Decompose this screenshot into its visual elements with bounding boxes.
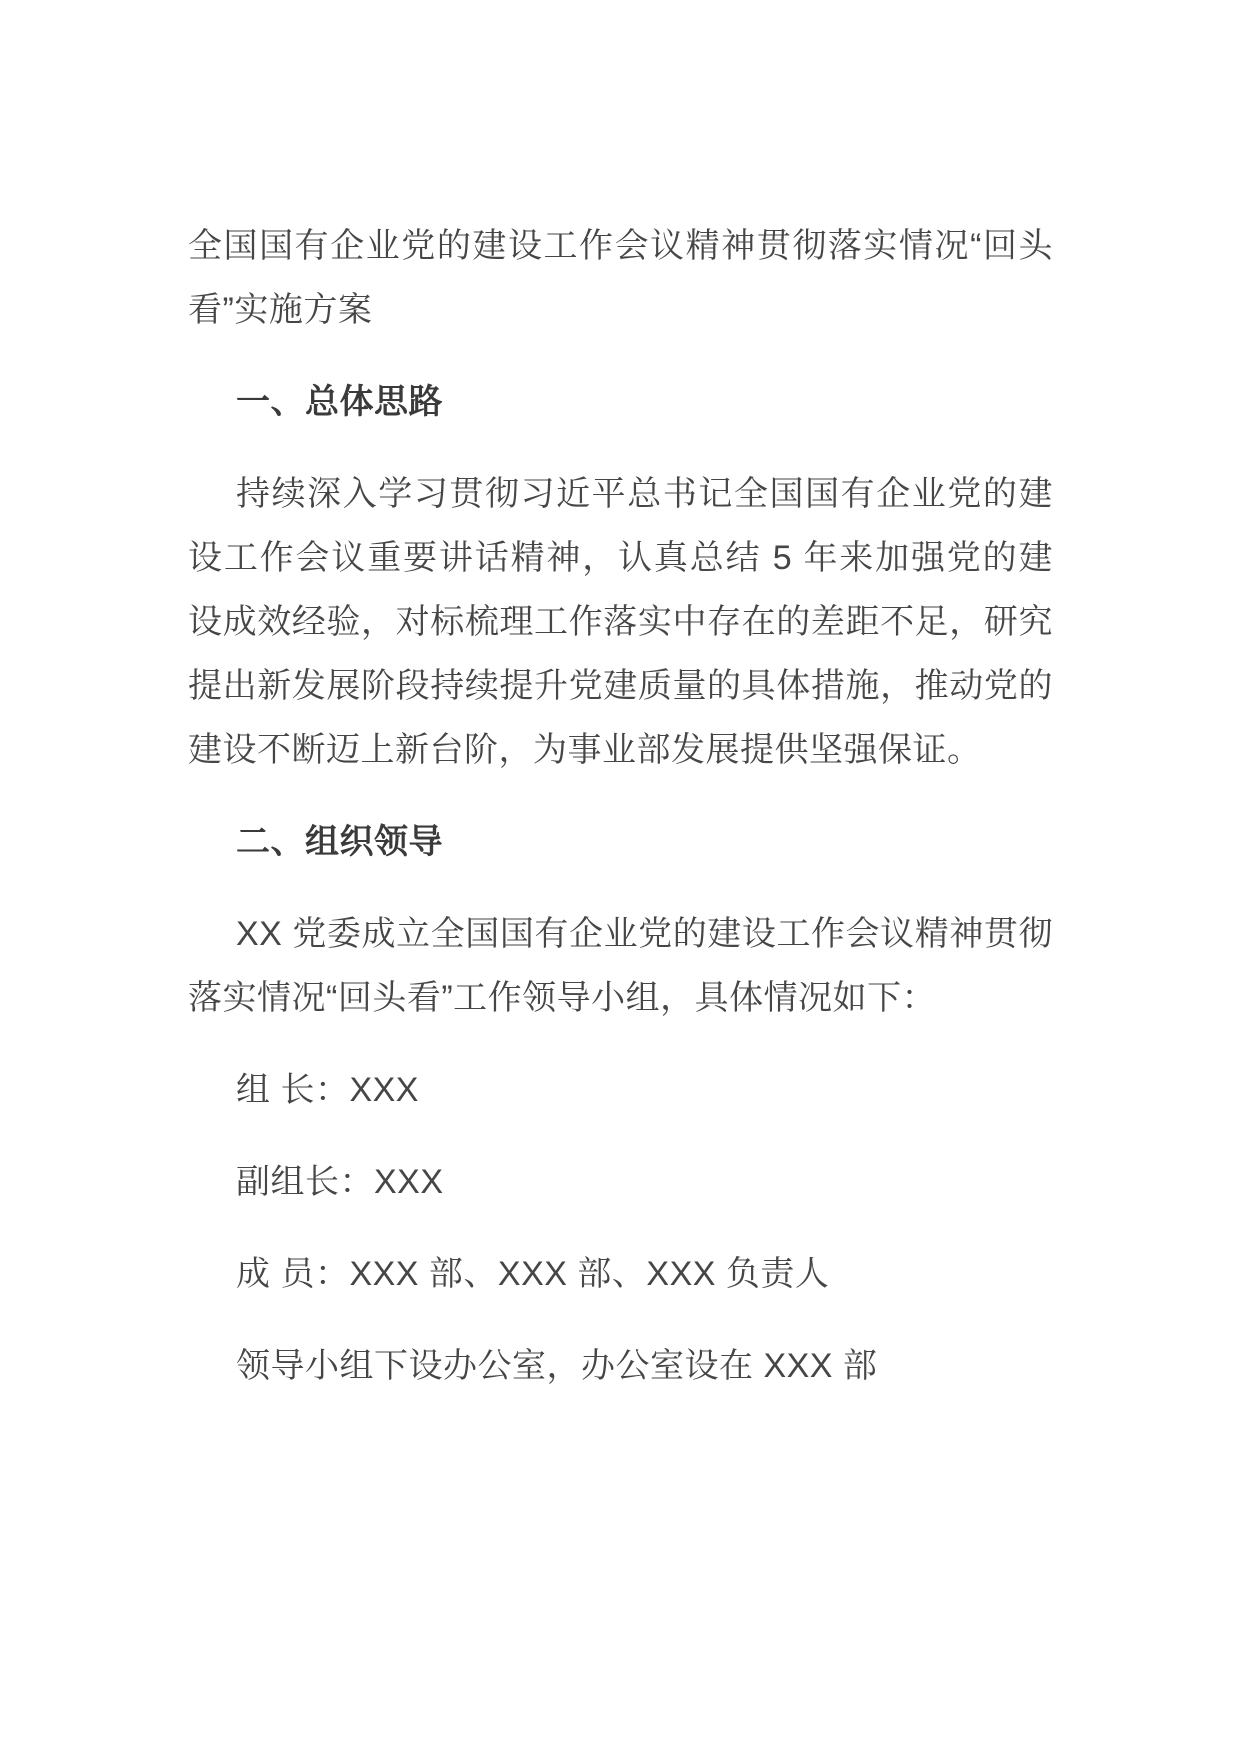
paragraph-deputy-group-leader: 副组长：XXX — [236, 1163, 444, 1201]
document-title: 全国国有企业党的建设工作会议精神贯彻落实情况“回头看”实施方案 — [188, 227, 1053, 329]
paragraph-leading-group-intro: XX 党委成立全国国有企业党的建设工作会议精神贯彻落实情况“回头看”工作领导小组，具体情况如下： — [188, 915, 1053, 1017]
section-heading-organization-leadership: 二、组织领导 — [236, 823, 443, 861]
paragraph-group-members: 成 员：XXX 部、XXX 部、XXX 负责人 — [236, 1255, 830, 1293]
paragraph-overall-approach: 持续深入学习贯彻习近平总书记全国国有企业党的建设工作会议重要讲话精神，认真总结 5 年来加强党的建设成效经验，对标梳理工作落实中存在的差距不足，研究提出新发展阶段持续提升党建质量的具体措施，推动党的建设不断迈上新台阶，为事业部发展提供坚强保证。 — [188, 475, 1053, 769]
section-heading-overall-approach: 一、总体思路 — [236, 383, 443, 421]
paragraph-group-leader: 组 长：XXX — [236, 1071, 419, 1109]
paragraph-group-office: 领导小组下设办公室，办公室设在 XXX 部 — [236, 1347, 878, 1385]
